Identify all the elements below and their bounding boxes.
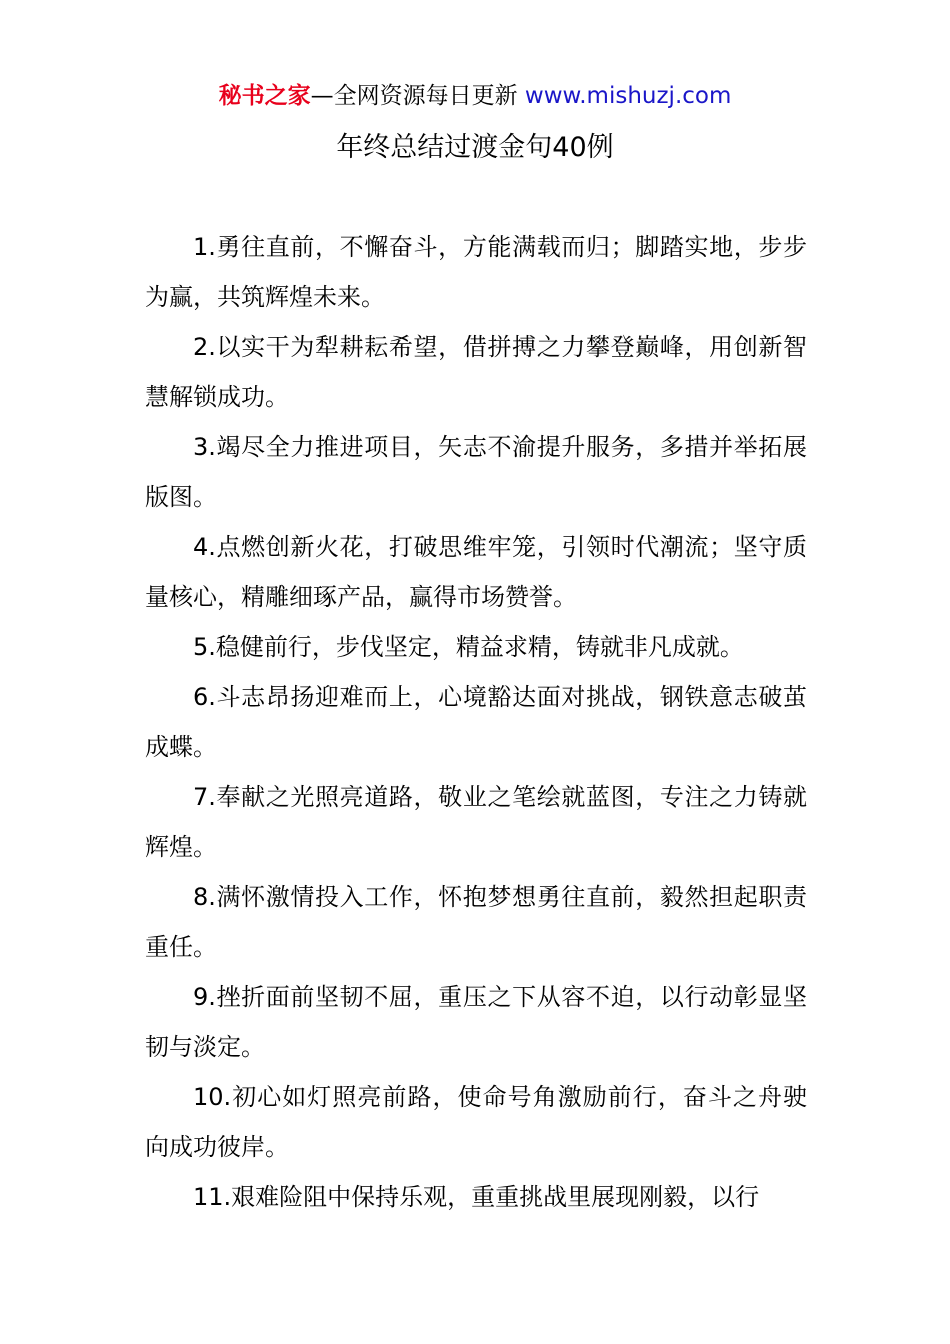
- site-brand: 秘书之家: [218, 83, 311, 109]
- paragraph-6: 6.斗志昂扬迎难而上，心境豁达面对挑战，钢铁意志破茧成蝶。: [145, 683, 807, 761]
- paragraph-3: 3.竭尽全力推进项目，矢志不渝提升服务，多措并举拓展版图。: [145, 433, 807, 511]
- document-body: [145, 222, 807, 1222]
- site-tagline: —全网资源每日更新: [310, 83, 518, 109]
- paragraph-1: 1.勇往直前，不懈奋斗，方能满载而归；脚踏实地，步步为赢，共筑辉煌未来。: [145, 233, 807, 311]
- site-url-link[interactable]: www.mishuzj.com: [524, 83, 732, 109]
- paragraph-8: 8.满怀激情投入工作，怀抱梦想勇往直前，毅然担起职责重任。: [145, 883, 807, 961]
- paragraph-2: 2.以实干为犁耕耘希望，借拼搏之力攀登巅峰，用创新智慧解锁成功。: [145, 333, 807, 411]
- site-header: [0, 80, 950, 112]
- paragraph-4: 4.点燃创新火花，打破思维牢笼，引领时代潮流；坚守质量核心，精雕细琢产品，赢得市场赞誉。: [145, 533, 807, 611]
- paragraph-5: 5.稳健前行，步伐坚定，精益求精，铸就非凡成就。: [193, 633, 744, 661]
- document-title: 年终总结过渡金句40例: [336, 132, 614, 163]
- paragraph-7: 7.奉献之光照亮道路，敬业之笔绘就蓝图，专注之力铸就辉煌。: [145, 783, 807, 861]
- paragraph-10: 10.初心如灯照亮前路，使命号角激励前行，奋斗之舟驶向成功彼岸。: [145, 1083, 807, 1161]
- paragraph-11: 11.艰难险阻中保持乐观，重重挑战里展现刚毅，以行: [193, 1183, 760, 1211]
- paragraph-9: 9.挫折面前坚韧不屈，重压之下从容不迫，以行动彰显坚韧与淡定。: [145, 983, 807, 1061]
